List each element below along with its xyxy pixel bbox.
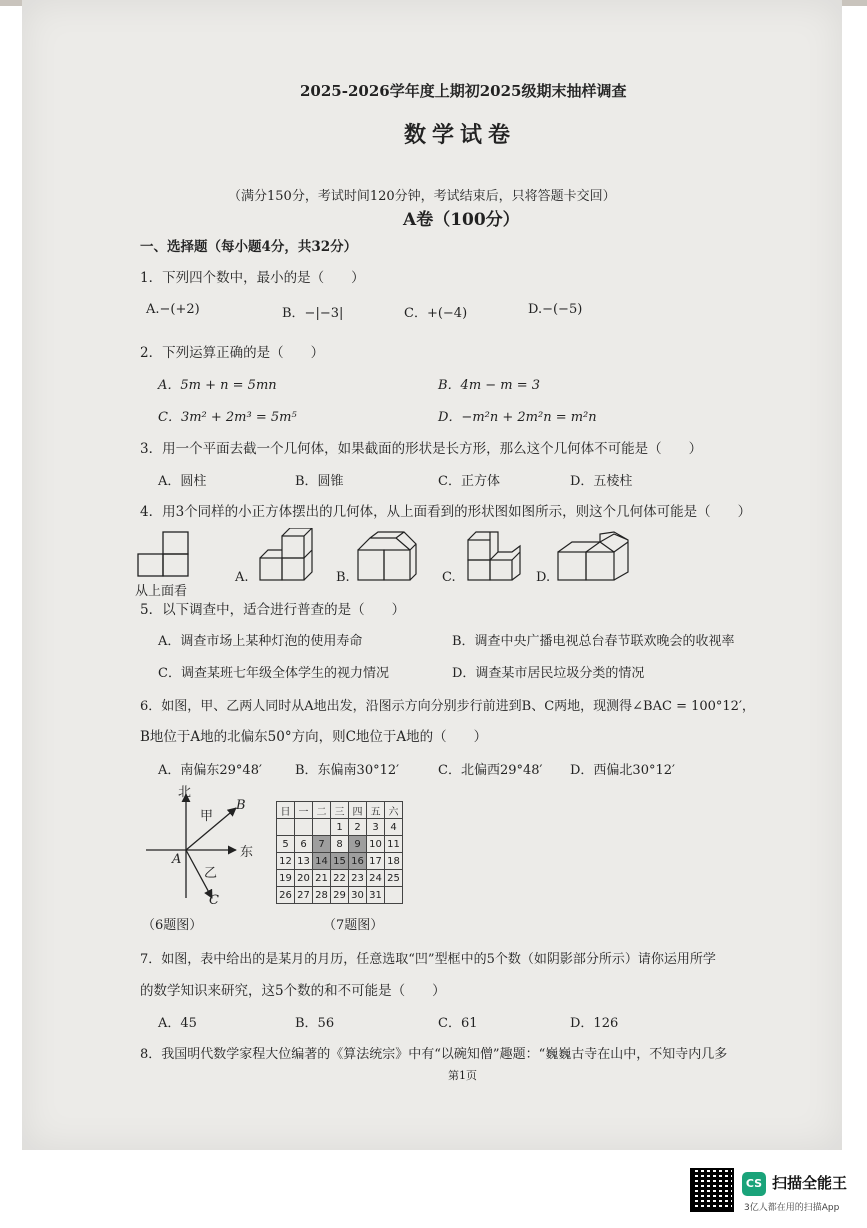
q5-option-d: D．调查某市居民垃圾分类的情况 bbox=[452, 666, 645, 681]
calendar-cell: 8 bbox=[331, 836, 349, 853]
q3-option-b: B．圆锥 bbox=[295, 474, 344, 489]
q6-fig-point-b: B bbox=[236, 798, 246, 813]
calendar-cell: 19 bbox=[277, 870, 295, 887]
q7-stem-line1: 7．如图，表中给出的是某月的月历，任意选取“凹”型框中的5个数（如阴影部分所示）请你运用所学 bbox=[140, 952, 716, 967]
q4-option-b: B. bbox=[336, 570, 350, 585]
calendar-row bbox=[277, 819, 403, 836]
q4-top-view bbox=[138, 532, 188, 576]
calendar-cell bbox=[313, 819, 331, 836]
q5-option-c: C．调查某班七年级全体学生的视力情况 bbox=[158, 666, 389, 681]
calendar-cell: 6 bbox=[295, 836, 313, 853]
paper-title: 数学试卷 bbox=[404, 122, 517, 148]
page-number: 第1页 bbox=[448, 1069, 477, 1082]
calendar-cell: 3 bbox=[367, 819, 385, 836]
survey-title: 2025-2026学年度上期初2025级期末抽样调查 bbox=[300, 82, 627, 100]
calendar-cell: 12 bbox=[277, 853, 295, 870]
q3-stem: 3．用一个平面去截一个几何体，如果截面的形状是长方形，那么这个几何体不可能是（ ） bbox=[140, 441, 703, 457]
q1-stem: 1．下列四个数中，最小的是（ ） bbox=[140, 270, 365, 286]
calendar-header-row bbox=[277, 802, 403, 819]
calendar-row bbox=[277, 887, 403, 904]
calendar-row bbox=[277, 853, 403, 870]
calendar-cell: 15 bbox=[331, 853, 349, 870]
q1-option-c: C．+(−4) bbox=[404, 306, 468, 321]
calendar-cell: 10 bbox=[367, 836, 385, 853]
q6-stem-line2: B地位于A地的北偏东50°方向，则C地位于A地的（ ） bbox=[140, 729, 488, 745]
q6-fig-jia: 甲 bbox=[200, 809, 214, 824]
calendar-cell bbox=[385, 887, 403, 904]
calendar-cell: 27 bbox=[295, 887, 313, 904]
q6-fig-north: 北 bbox=[178, 785, 192, 800]
q4-option-a: A. bbox=[235, 570, 249, 585]
section-a-title: A卷（100分） bbox=[403, 210, 520, 230]
q6-caption: （6题图） bbox=[142, 918, 203, 933]
q4-option-d: D. bbox=[536, 570, 551, 585]
part1-heading: 一、选择题（每小题4分，共32分） bbox=[140, 239, 358, 255]
calendar-cell: 23 bbox=[349, 870, 367, 887]
calendar-row bbox=[277, 870, 403, 887]
calendar-cell: 7 bbox=[313, 836, 331, 853]
qr-code-icon bbox=[690, 1168, 734, 1212]
calendar-cell: 31 bbox=[367, 887, 385, 904]
q6-option-d: D．西偏北30°12′ bbox=[570, 763, 675, 778]
q7-calendar bbox=[276, 801, 403, 904]
q6-fig-point-c: C bbox=[209, 893, 219, 908]
calendar-cell: 22 bbox=[331, 870, 349, 887]
calendar-cell: 30 bbox=[349, 887, 367, 904]
q6-stem-line1: 6．如图，甲、乙两人同时从A地出发，沿图示方向分别步行前进到B、C两地，现测得∠BAC = 100°12′， bbox=[140, 699, 755, 714]
q1-option-a: A.−(+2) bbox=[146, 302, 200, 317]
q4-solid-a bbox=[260, 528, 312, 580]
q7-option-c: C．61 bbox=[438, 1016, 478, 1031]
q4-option-c: C. bbox=[442, 570, 456, 585]
calendar-header-cell: 一 bbox=[295, 802, 313, 819]
q4-stem: 4．用3个同样的小正方体摆出的几何体，从上面看到的形状图如图所示，则这个几何体可能是（ ） bbox=[140, 504, 752, 520]
q2-option-c: C．3m² + 2m³ = 5m⁵ bbox=[158, 410, 297, 425]
q6-option-b: B．东偏南30°12′ bbox=[295, 763, 400, 778]
calendar-cell: 16 bbox=[349, 853, 367, 870]
q6-option-c: C．北偏西29°48′ bbox=[438, 763, 543, 778]
q8-stem: 8．我国明代数学家程大位编著的《算法统宗》中有“以碗知僧”趣题：“巍巍古寺在山中，不知寺内几多 bbox=[140, 1047, 728, 1062]
q4-solid-d bbox=[558, 532, 628, 580]
q2-option-a: A．5m + n = 5mn bbox=[158, 378, 277, 393]
q5-option-a: A．调查市场上某种灯泡的使用寿命 bbox=[158, 634, 363, 649]
q4-solid-b bbox=[358, 532, 416, 580]
q2-option-b: B．4m − m = 3 bbox=[438, 378, 541, 393]
calendar-cell: 4 bbox=[385, 819, 403, 836]
q7-caption: （7题图） bbox=[323, 918, 384, 933]
calendar-cell: 26 bbox=[277, 887, 295, 904]
calendar-cell: 28 bbox=[313, 887, 331, 904]
calendar-cell: 13 bbox=[295, 853, 313, 870]
q6-option-a: A．南偏东29°48′ bbox=[158, 763, 262, 778]
calendar-cell: 9 bbox=[349, 836, 367, 853]
q6-fig-point-a: A bbox=[172, 852, 182, 867]
calendar-cell: 5 bbox=[277, 836, 295, 853]
q3-option-c: C．正方体 bbox=[438, 474, 500, 489]
scanner-watermark bbox=[690, 1168, 860, 1218]
camscanner-logo-icon: CS bbox=[742, 1172, 766, 1196]
calendar-cell: 29 bbox=[331, 887, 349, 904]
calendar-header-cell: 四 bbox=[349, 802, 367, 819]
q5-option-b: B．调查中央广播电视总台春节联欢晚会的收视率 bbox=[452, 634, 735, 649]
q2-stem: 2．下列运算正确的是（ ） bbox=[140, 345, 325, 361]
q3-option-a: A．圆柱 bbox=[158, 474, 207, 489]
q1-option-d: D.−(−5) bbox=[528, 302, 583, 317]
calendar-header-cell: 二 bbox=[313, 802, 331, 819]
calendar-cell: 14 bbox=[313, 853, 331, 870]
calendar-row bbox=[277, 836, 403, 853]
q5-stem: 5．以下调查中，适合进行普查的是（ ） bbox=[140, 602, 406, 618]
q4-figures bbox=[130, 528, 650, 598]
q1-option-b: B．−|−3| bbox=[282, 306, 344, 321]
calendar-cell: 20 bbox=[295, 870, 313, 887]
calendar-cell bbox=[295, 819, 313, 836]
q7-stem-line2: 的数学知识来研究，这5个数的和不可能是（ ） bbox=[140, 983, 446, 999]
calendar-cell: 1 bbox=[331, 819, 349, 836]
q7-option-d: D．126 bbox=[570, 1016, 619, 1031]
calendar-header-cell: 三 bbox=[331, 802, 349, 819]
q6-fig-yi: 乙 bbox=[204, 866, 218, 881]
scanner-brand: 扫描全能王 bbox=[772, 1174, 848, 1192]
exam-note: （满分150分，考试时间120分钟，考试结束后，只将答题卡交回） bbox=[228, 189, 616, 204]
q7-option-a: A．45 bbox=[158, 1016, 197, 1031]
q2-option-d: D．−m²n + 2m²n = m²n bbox=[438, 410, 597, 425]
scanner-tagline: 3亿人都在用的扫描App bbox=[744, 1203, 840, 1213]
calendar-header-cell: 五 bbox=[367, 802, 385, 819]
calendar-cell: 11 bbox=[385, 836, 403, 853]
calendar-cell: 18 bbox=[385, 853, 403, 870]
q4-solid-c bbox=[468, 532, 520, 580]
calendar-cell: 2 bbox=[349, 819, 367, 836]
calendar-cell bbox=[277, 819, 295, 836]
calendar-header-cell: 日 bbox=[277, 802, 295, 819]
calendar-cell: 21 bbox=[313, 870, 331, 887]
q3-option-d: D．五棱柱 bbox=[570, 474, 633, 489]
calendar-cell: 25 bbox=[385, 870, 403, 887]
calendar-cell: 17 bbox=[367, 853, 385, 870]
q7-option-b: B．56 bbox=[295, 1016, 335, 1031]
calendar-cell: 24 bbox=[367, 870, 385, 887]
q6-fig-east: 东 bbox=[240, 845, 254, 860]
calendar-header-cell: 六 bbox=[385, 802, 403, 819]
q4-top-view-label: 从上面看 bbox=[135, 584, 188, 599]
